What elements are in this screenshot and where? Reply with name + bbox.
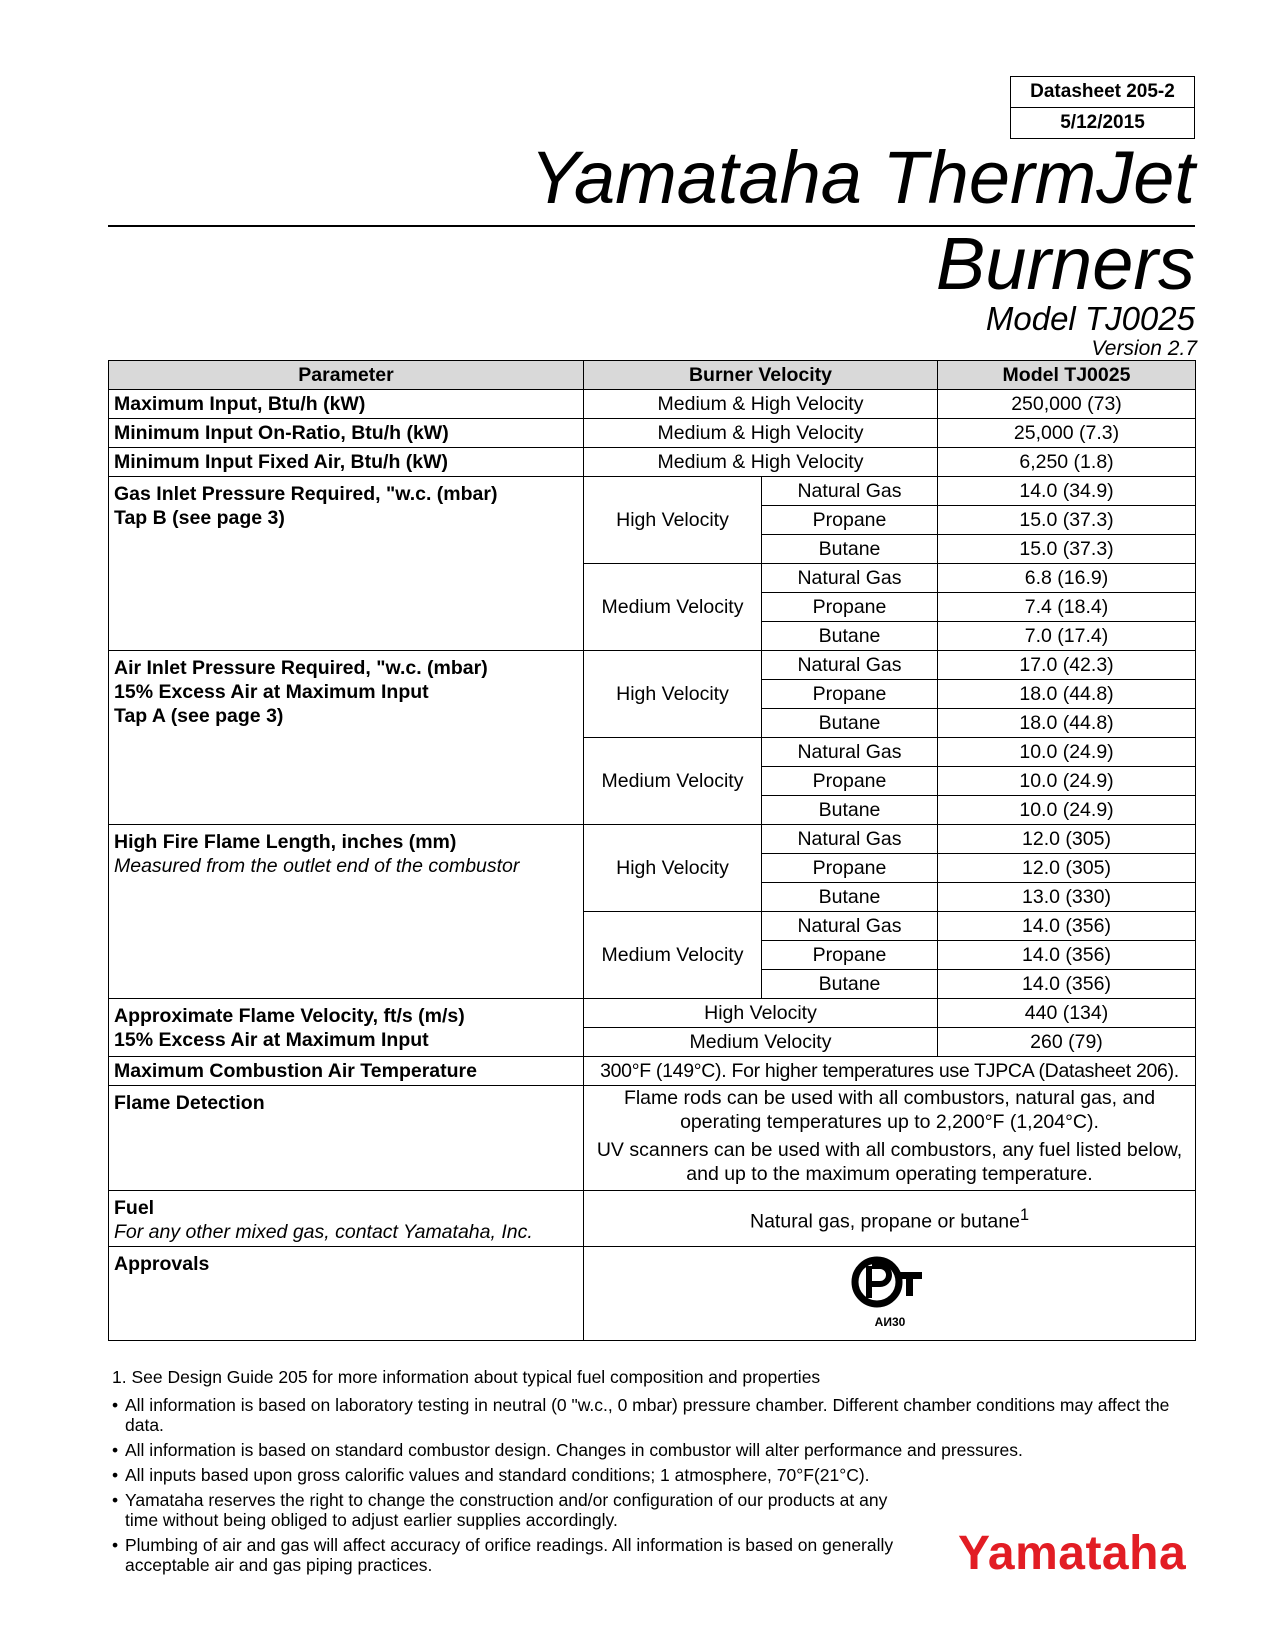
velocity-cell: Medium Velocity	[584, 564, 762, 651]
value-cell: 10.0 (24.9)	[938, 767, 1196, 796]
fuel-cell: Butane	[762, 709, 938, 738]
value-cell: 6.8 (16.9)	[938, 564, 1196, 593]
value-cell: 6,250 (1.8)	[938, 448, 1196, 477]
param-sublabel: For any other mixed gas, contact Yamataha, Inc.	[114, 1221, 533, 1243]
velocity-cell: Medium & High Velocity	[584, 390, 938, 419]
fuel-cell: Propane	[762, 506, 938, 535]
param-label-flame-length	[109, 825, 584, 999]
param-label-line: Gas Inlet Pressure Required, "w.c. (mbar)	[114, 483, 498, 505]
value-cell: 18.0 (44.8)	[938, 709, 1196, 738]
fuel-cell: Natural Gas	[762, 477, 938, 506]
fuel-cell: Propane	[762, 941, 938, 970]
header-parameter: Parameter	[109, 361, 584, 390]
velocity-cell: Medium & High Velocity	[584, 419, 938, 448]
velocity-cell: Medium Velocity	[584, 912, 762, 999]
datasheet-box	[1010, 76, 1195, 139]
value-cell: 10.0 (24.9)	[938, 738, 1196, 767]
table-row	[109, 1086, 1196, 1191]
uv-scanner-text: UV scanners can be used with all combustors, any fuel listed below, and up to the maximum operating temperature.	[596, 1139, 1183, 1185]
param-label-line: Air Inlet Pressure Required, "w.c. (mbar)	[114, 657, 488, 679]
value-cell: 14.0 (356)	[938, 912, 1196, 941]
datasheet-date: 5/12/2015	[1060, 112, 1145, 133]
fuel-cell: Propane	[762, 593, 938, 622]
value-cell: 7.4 (18.4)	[938, 593, 1196, 622]
header-velocity: Burner Velocity	[584, 361, 938, 390]
velocity-cell: Medium & High Velocity	[584, 448, 938, 477]
fuel-cell: Propane	[762, 854, 938, 883]
value-cell: 300°F (149°C). For higher temperatures use TJPCA (Datasheet 206).	[584, 1057, 1196, 1086]
brand-logo: Yamataha	[958, 1527, 1187, 1580]
value-cell: 260 (79)	[938, 1028, 1196, 1057]
fuel-value-cell	[584, 1191, 1196, 1247]
value-cell: 17.0 (42.3)	[938, 651, 1196, 680]
footnote-1: 1. See Design Guide 205 for more information about typical fuel composition and properties	[112, 1367, 821, 1387]
param-label-line: Fuel	[114, 1197, 155, 1219]
version-label: Version 2.7	[1091, 337, 1197, 360]
param-label: Minimum Input Fixed Air, Btu/h (kW)	[109, 448, 584, 477]
certification-code: АИ30	[874, 1314, 905, 1329]
list-item: • All information is based on laboratory testing in neutral (0 "w.c., 0 mbar) pressure chamber. Different chamber conditions may affect the data.	[112, 1395, 1192, 1435]
fuel-cell: Natural Gas	[762, 564, 938, 593]
fuel-cell: Butane	[762, 796, 938, 825]
table-row	[109, 825, 1196, 854]
value-cell: 18.0 (44.8)	[938, 680, 1196, 709]
param-label-line: Approximate Flame Velocity, ft/s (m/s)	[114, 1004, 465, 1027]
table-row	[109, 1191, 1196, 1247]
param-label-line: 15% Excess Air at Maximum Input	[114, 1028, 429, 1051]
gost-certification-icon	[850, 1252, 930, 1330]
value-cell: 440 (134)	[938, 999, 1196, 1028]
param-label-line: Tap A (see page 3)	[114, 705, 284, 727]
param-label-air-inlet	[109, 651, 584, 825]
table-row	[109, 999, 1196, 1028]
value-cell: 250,000 (73)	[938, 390, 1196, 419]
model-subtitle: Model TJ0025	[985, 300, 1195, 337]
flame-rod-text: Flame rods can be used with all combustors, natural gas, and operating temperatures up to 2,200°F (1,204°C).	[623, 1087, 1156, 1133]
datasheet-number: Datasheet 205-2	[1011, 77, 1194, 108]
param-label-gas-inlet	[109, 477, 584, 651]
table-row	[109, 448, 1196, 477]
list-item: • Plumbing of air and gas will affect accuracy of orifice readings. All information is based on generally acceptable air and gas piping practices.	[112, 1535, 925, 1575]
fuel-cell: Butane	[762, 535, 938, 564]
fuel-cell: Butane	[762, 622, 938, 651]
header-model: Model TJ0025	[938, 361, 1196, 390]
fuel-cell: Butane	[762, 883, 938, 912]
param-label: Minimum Input On-Ratio, Btu/h (kW)	[109, 419, 584, 448]
fuel-cell: Natural Gas	[762, 651, 938, 680]
param-sublabel: Measured from the outlet end of the combustor	[114, 855, 520, 877]
list-item: • All inputs based upon gross calorific values and standard conditions; 1 atmosphere, 70°F(21°C).	[112, 1465, 1192, 1485]
table-header-row	[109, 361, 1196, 390]
fuel-cell: Natural Gas	[762, 825, 938, 854]
value-cell: 12.0 (305)	[938, 825, 1196, 854]
value-cell: 14.0 (356)	[938, 941, 1196, 970]
fuel-value: Natural gas, propane or butane	[750, 1210, 1020, 1233]
fuel-cell: Propane	[762, 680, 938, 709]
param-label: Maximum Combustion Air Temperature	[109, 1057, 584, 1086]
table-row	[109, 419, 1196, 448]
spec-table	[108, 360, 1196, 1341]
table-row	[109, 1247, 1196, 1341]
fuel-cell: Butane	[762, 970, 938, 999]
footnote-marker: 1	[1019, 1206, 1029, 1225]
velocity-cell: High Velocity	[584, 651, 762, 738]
table-row	[109, 477, 1196, 506]
value-cell: 7.0 (17.4)	[938, 622, 1196, 651]
fuel-cell: Natural Gas	[762, 738, 938, 767]
param-label-line: 15% Excess Air at Maximum Input	[114, 681, 429, 703]
fuel-cell: Propane	[762, 767, 938, 796]
table-row	[109, 1057, 1196, 1086]
flame-detection-cell	[584, 1086, 1196, 1191]
velocity-cell: High Velocity	[584, 825, 762, 912]
value-cell: 15.0 (37.3)	[938, 506, 1196, 535]
velocity-cell: Medium Velocity	[584, 1028, 938, 1057]
param-label-line: Tap B (see page 3)	[114, 507, 285, 529]
value-cell: 25,000 (7.3)	[938, 419, 1196, 448]
value-cell: 15.0 (37.3)	[938, 535, 1196, 564]
param-label-line: High Fire Flame Length, inches (mm)	[114, 831, 457, 853]
param-label-flame-velocity	[109, 999, 584, 1057]
value-cell: 14.0 (34.9)	[938, 477, 1196, 506]
velocity-cell: High Velocity	[584, 999, 938, 1028]
list-item: • Yamataha reserves the right to change the construction and/or configuration of our products at any time without being obliged to adjust earlier supplies accordingly.	[112, 1490, 925, 1530]
value-cell: 13.0 (330)	[938, 883, 1196, 912]
param-label-fuel	[109, 1191, 584, 1247]
velocity-cell: Medium Velocity	[584, 738, 762, 825]
table-row	[109, 390, 1196, 419]
param-label: Maximum Input, Btu/h (kW)	[109, 390, 584, 419]
velocity-cell: High Velocity	[584, 477, 762, 564]
fuel-cell: Natural Gas	[762, 912, 938, 941]
page-title-line1: Yamataha ThermJet	[530, 136, 1195, 219]
list-item: • All information is based on standard combustor design. Changes in combustor will alter performance and pressures.	[112, 1440, 1192, 1460]
param-label: Flame Detection	[109, 1086, 584, 1191]
param-label: Approvals	[109, 1247, 584, 1341]
value-cell: 14.0 (356)	[938, 970, 1196, 999]
table-row	[109, 651, 1196, 680]
page-title-line2: Burners	[935, 222, 1195, 305]
approvals-cell	[584, 1247, 1196, 1341]
value-cell: 10.0 (24.9)	[938, 796, 1196, 825]
value-cell: 12.0 (305)	[938, 854, 1196, 883]
